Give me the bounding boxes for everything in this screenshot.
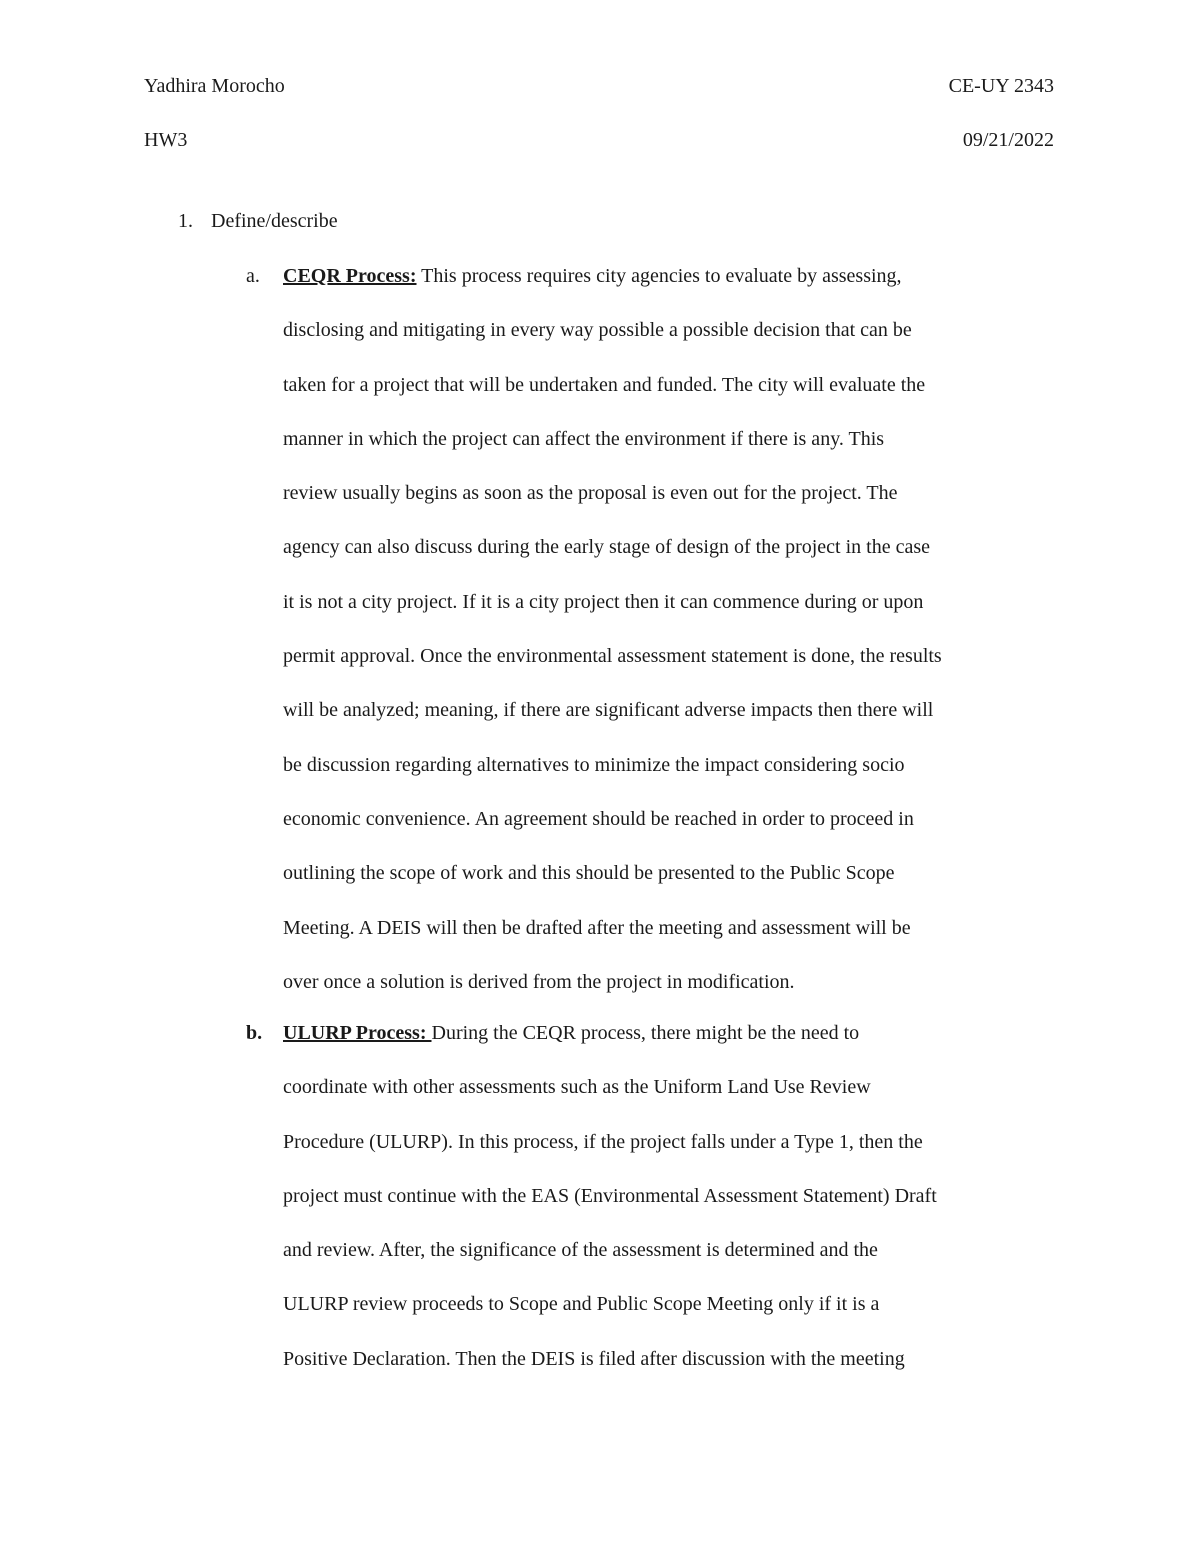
ulurp-heading: ULURP Process: <box>283 1022 432 1044</box>
paragraph-line: taken for a project that will be undertaken and funded. The city will evaluate the <box>283 373 926 396</box>
paragraph-line: permit approval. Once the environmental assessment statement is done, the results <box>283 645 942 668</box>
item-a-marker: a. <box>246 265 260 287</box>
paragraph-line: will be analyzed; meaning, if there are significant adverse impacts then there will <box>283 699 934 722</box>
paragraph-line: project must continue with the EAS (Environmental Assessment Statement) Draft <box>283 1184 937 1207</box>
paragraph-line: and review. After, the significance of the assessment is determined and the <box>283 1239 878 1262</box>
paragraph-line: disclosing and mitigating in every way possible a possible decision that can be <box>283 319 912 342</box>
paragraph-line: over once a solution is derived from the project in modification. <box>283 970 795 993</box>
paragraph-line: Meeting. A DEIS will then be drafted after the meeting and assessment will be <box>283 916 911 939</box>
paragraph-line: CEQR Process: This process requires city agencies to evaluate by assessing, <box>283 265 902 287</box>
paragraph-line: economic convenience. An agreement should be reached in order to proceed in <box>283 807 914 830</box>
paragraph-line: Procedure (ULURP). In this process, if the project falls under a Type 1, then the <box>283 1130 923 1153</box>
paragraph-line: Positive Declaration. Then the DEIS is filed after discussion with the meeting <box>283 1347 905 1370</box>
paragraph-line: be discussion regarding alternatives to minimize the impact considering socio <box>283 753 905 776</box>
assignment-label: HW3 <box>144 129 188 151</box>
item-a-paragraph <box>283 264 1083 1024</box>
list-number: 1. <box>178 210 193 232</box>
course-code: CE-UY 2343 <box>948 75 1054 97</box>
paragraph-line: coordinate with other assessments such as the Uniform Land Use Review <box>283 1076 871 1099</box>
author-name: Yadhira Morocho <box>144 75 285 97</box>
document-date: 09/21/2022 <box>962 129 1054 151</box>
paragraph-line: outlining the scope of work and this should be presented to the Public Scope <box>283 862 895 885</box>
item-b-paragraph <box>283 1021 1083 1401</box>
paragraph-line: ULURP review proceeds to Scope and Public Scope Meeting only if it is a <box>283 1293 880 1316</box>
paragraph-line: it is not a city project. If it is a city project then it can commence during or upon <box>283 590 924 613</box>
paragraph-line: review usually begins as soon as the proposal is even out for the project. The <box>283 482 898 505</box>
paragraph-line: manner in which the project can affect the environment if there is any. This <box>283 427 885 450</box>
item-b-marker: b. <box>246 1022 263 1044</box>
paragraph-line: agency can also discuss during the early stage of design of the project in the case <box>283 536 931 559</box>
ceqr-heading: CEQR Process: <box>283 265 417 287</box>
paragraph-line: ULURP Process: During the CEQR process, there might be the need to <box>283 1022 860 1044</box>
list-title: Define/describe <box>211 210 338 232</box>
